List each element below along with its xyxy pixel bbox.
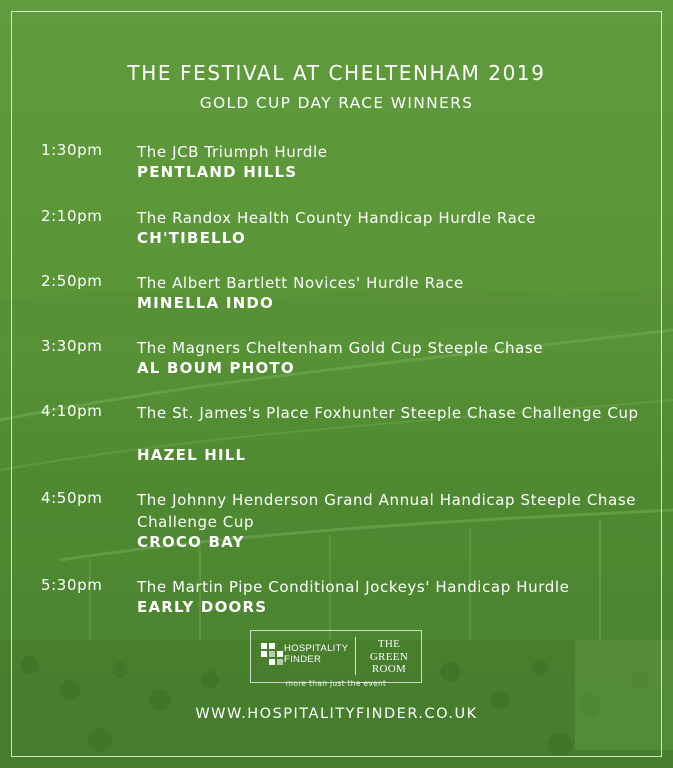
- hospitality-finder-logo-icon: [261, 643, 283, 665]
- race-name: The Magners Cheltenham Gold Cup Steeple Chase: [137, 339, 544, 357]
- race-time: 4:50pm: [41, 489, 103, 507]
- logo-gr-line3: ROOM: [371, 663, 407, 675]
- race-name: The Johnny Henderson Grand Annual Handicap Steeple Chase Challenge Cup: [137, 491, 637, 531]
- race-time: 4:10pm: [41, 402, 103, 420]
- race-winner: CROCO BAY: [137, 533, 245, 551]
- race-time: 2:10pm: [41, 207, 103, 225]
- logo-divider: [355, 637, 356, 675]
- green-room-logo: [361, 638, 417, 676]
- race-name: The JCB Triumph Hurdle: [137, 143, 328, 161]
- race-winner: EARLY DOORS: [137, 598, 268, 616]
- tagline: more than just the event: [285, 679, 387, 688]
- sponsor-logos: [250, 630, 422, 683]
- logo-hf-line2: FINDER: [284, 654, 322, 665]
- page-subtitle: GOLD CUP DAY RACE WINNERS: [199, 94, 474, 112]
- website-link[interactable]: WWW.HOSPITALITYFINDER.CO.UK: [195, 706, 478, 722]
- race-time: 3:30pm: [41, 337, 103, 355]
- logo-hf-line1: HOSPITALITY: [284, 643, 349, 654]
- race-time: 5:30pm: [41, 576, 103, 594]
- race-name: The Martin Pipe Conditional Jockeys' Handicap Hurdle: [137, 578, 570, 596]
- race-winner: HAZEL HILL: [137, 446, 247, 464]
- race-name: The Randox Health County Handicap Hurdle Race: [137, 209, 537, 227]
- race-time: 1:30pm: [41, 141, 103, 159]
- logo-gr-line2: GREEN: [369, 650, 409, 663]
- hospitality-finder-logo: [284, 643, 348, 665]
- logo-gr-line1: THE: [377, 638, 401, 650]
- race-name: The St. James's Place Foxhunter Steeple Chase Challenge Cup: [137, 404, 639, 422]
- race-name: The Albert Bartlett Novices' Hurdle Race: [137, 274, 464, 292]
- race-winner: MINELLA INDO: [137, 294, 274, 312]
- page-title: THE FESTIVAL AT CHELTENHAM 2019: [127, 61, 546, 85]
- race-winner: AL BOUM PHOTO: [137, 359, 295, 377]
- race-winner: CH'TIBELLO: [137, 229, 246, 247]
- race-time: 2:50pm: [41, 272, 103, 290]
- race-winner: PENTLAND HILLS: [137, 163, 298, 181]
